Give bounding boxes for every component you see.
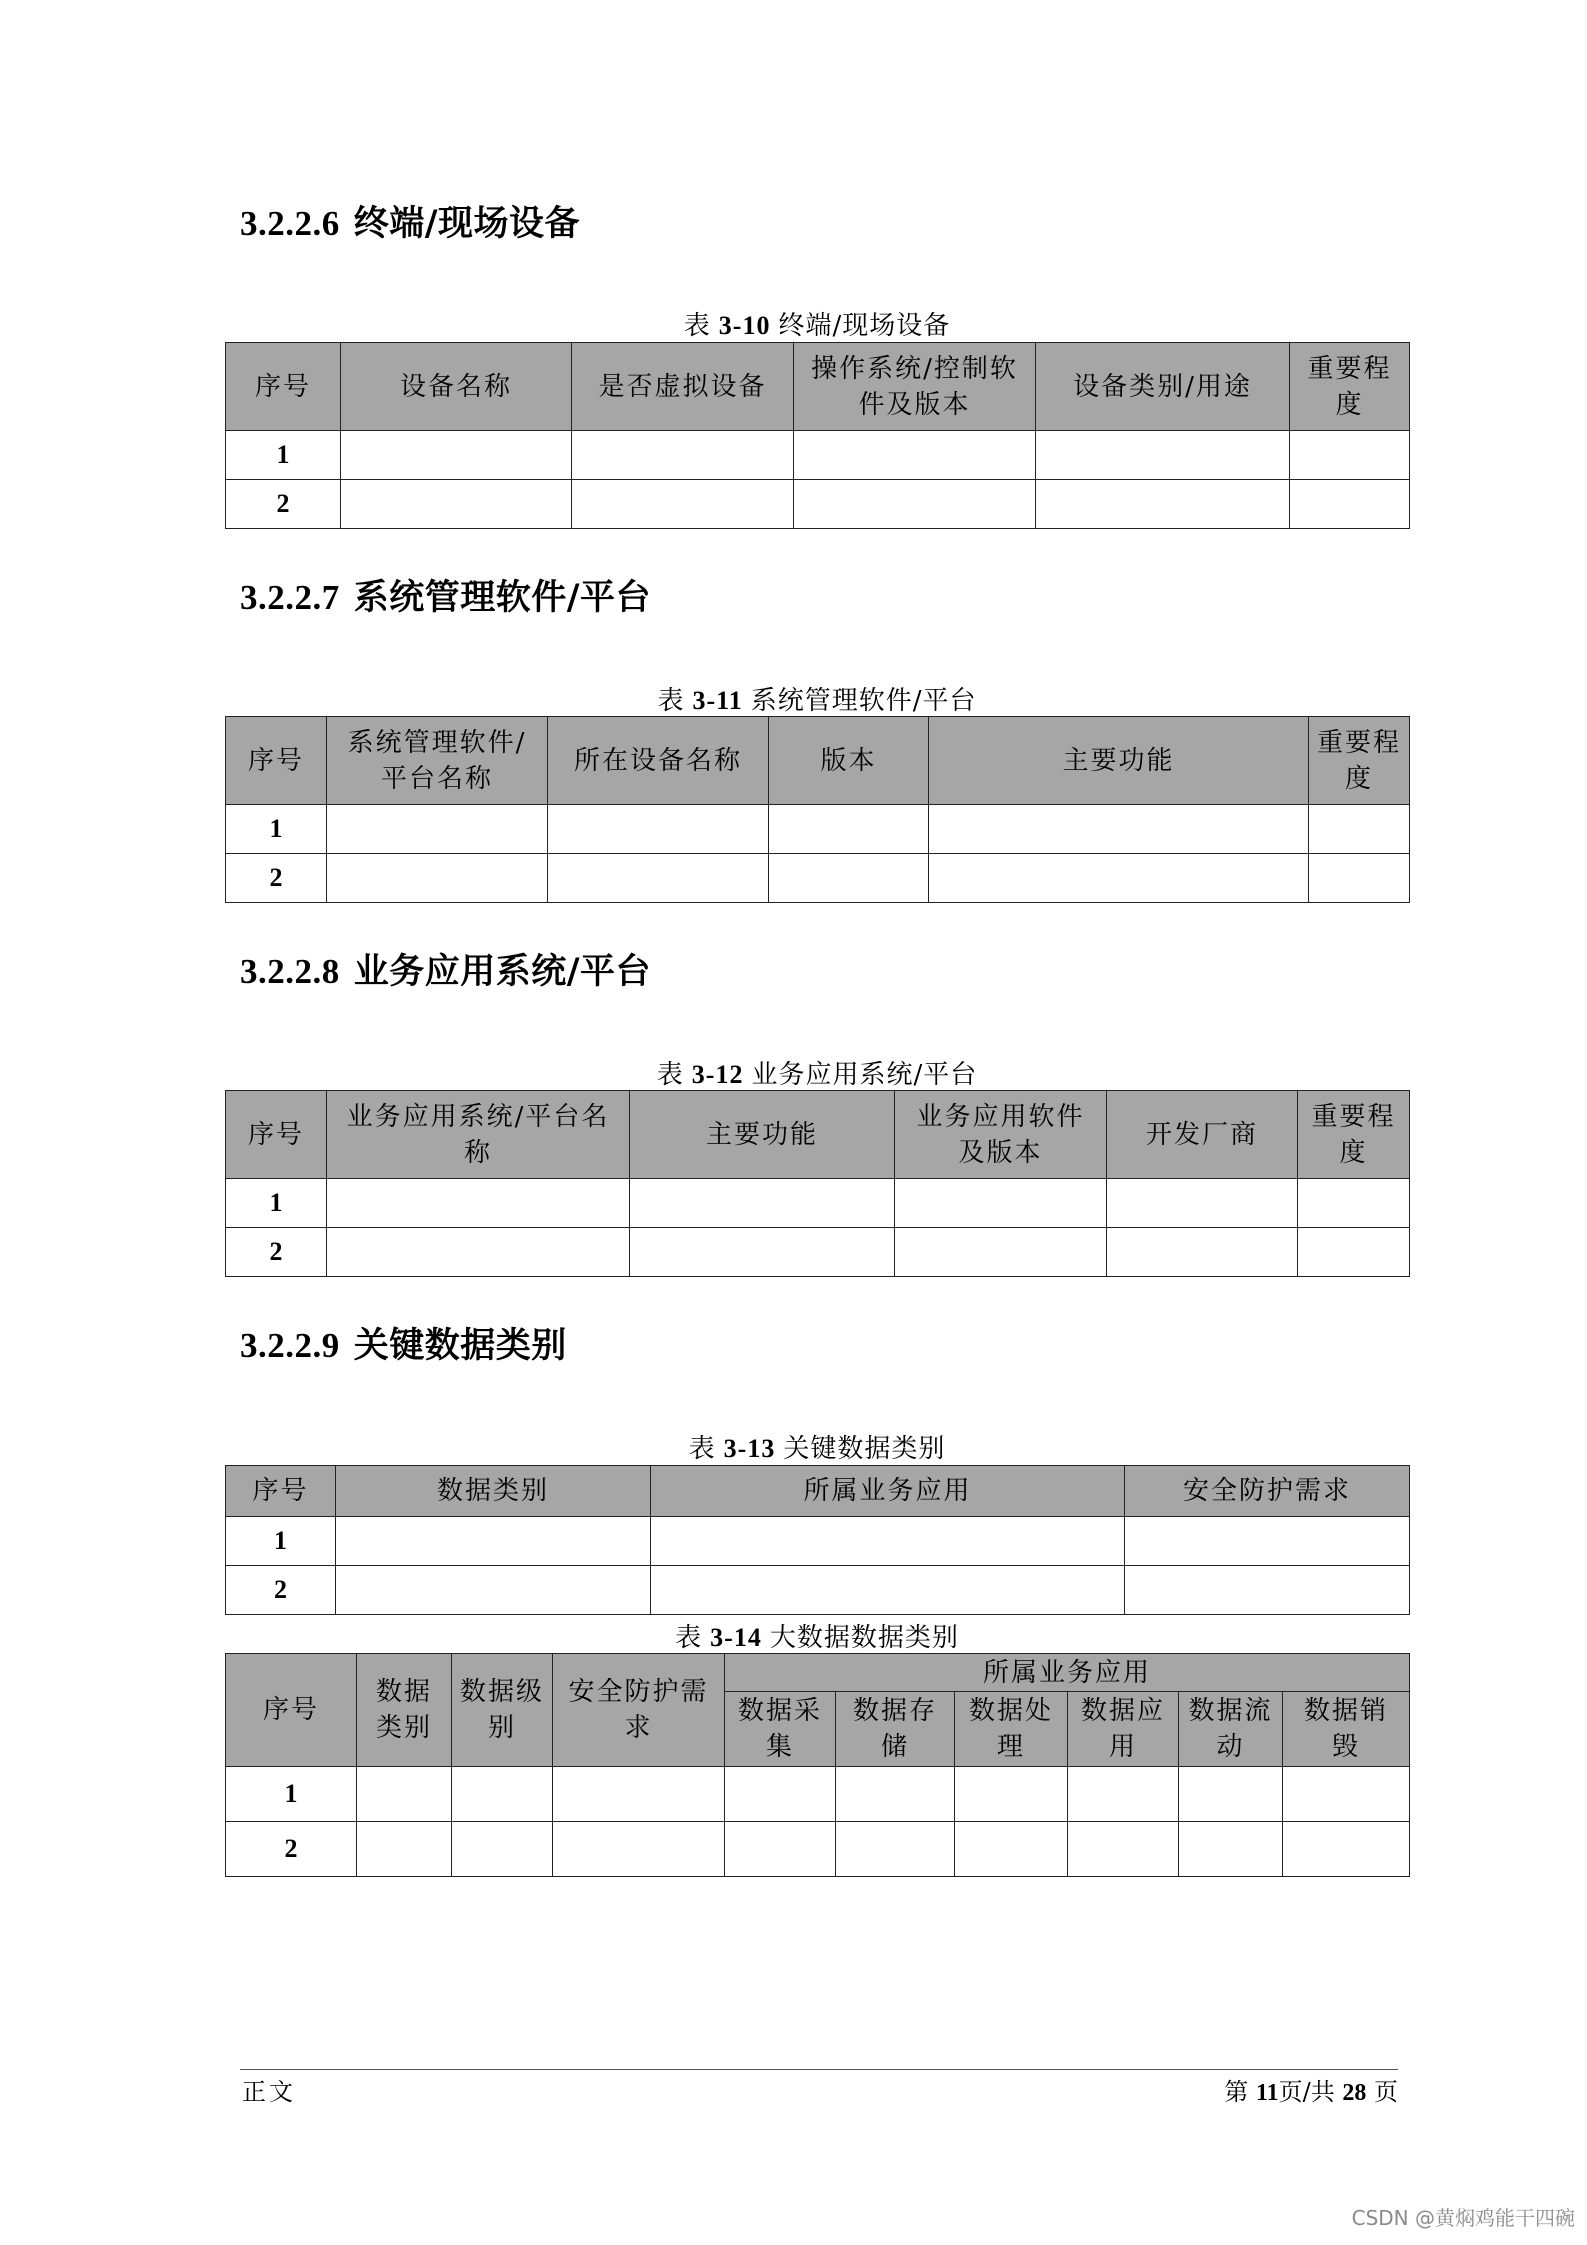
table-cell — [572, 480, 794, 529]
header-cell: 数据流动 — [1179, 1692, 1283, 1767]
table-cell — [955, 1767, 1068, 1822]
table-cell — [341, 431, 572, 480]
header-cell: 数据处理 — [955, 1692, 1068, 1767]
header-cell: 主要功能 — [929, 717, 1309, 805]
header-cell: 序号 — [226, 1466, 336, 1517]
table-cell — [572, 431, 794, 480]
footer-divider — [240, 2069, 1398, 2070]
page-number: 第 11页/共 28 页 — [1224, 2078, 1398, 2106]
section-number: 3.2.2.7 — [240, 578, 340, 617]
header-cell: 业务应用系统/平台名称 — [327, 1091, 630, 1179]
current-page: 11 — [1255, 2080, 1279, 2106]
header-cell: 数据采集 — [725, 1692, 836, 1767]
header-cell: 序号 — [226, 1091, 327, 1179]
table-3-11 — [225, 716, 1410, 903]
table-caption: 表 3-13 关键数据类别 — [688, 1434, 946, 1464]
table-cell — [1179, 1822, 1283, 1877]
table-cell — [1125, 1517, 1410, 1566]
header-cell: 开发厂商 — [1107, 1091, 1298, 1179]
table-cell — [769, 805, 929, 854]
header-cell: 序号 — [226, 343, 341, 431]
table-cell — [336, 1517, 651, 1566]
section-title: 系统管理软件/平台 — [353, 578, 652, 618]
total-pages: 28 — [1342, 2080, 1367, 2106]
table-cell — [1309, 854, 1410, 903]
header-cell: 数据级别 — [452, 1654, 553, 1767]
table-cell — [836, 1822, 955, 1877]
section-heading — [240, 570, 651, 620]
table-row — [226, 1822, 1410, 1877]
table-caption: 表 3-12 业务应用系统/平台 — [656, 1060, 978, 1090]
header-cell: 主要功能 — [630, 1091, 895, 1179]
header-cell: 是否虚拟设备 — [572, 343, 794, 431]
header-cell: 数据存储 — [836, 1692, 955, 1767]
row-index: 2 — [226, 1228, 327, 1277]
table-caption: 表 3-14 大数据数据类别 — [675, 1623, 959, 1653]
table-cell — [553, 1822, 725, 1877]
row-index: 1 — [226, 1767, 357, 1822]
table-cell — [1068, 1822, 1179, 1877]
table-row — [226, 1566, 1410, 1615]
header-cell: 重要程度 — [1298, 1091, 1410, 1179]
table-row — [226, 1228, 1410, 1277]
table-cell — [327, 1179, 630, 1228]
table-cell — [794, 480, 1036, 529]
table-3-13 — [225, 1465, 1410, 1615]
header-cell: 数据应用 — [1068, 1692, 1179, 1767]
table-cell — [553, 1767, 725, 1822]
table-cell — [452, 1822, 553, 1877]
table-cell — [630, 1179, 895, 1228]
row-index: 1 — [226, 805, 327, 854]
table-cell — [1283, 1767, 1410, 1822]
table-row — [226, 1767, 1410, 1822]
header-cell: 重要程度 — [1290, 343, 1410, 431]
watermark: CSDN @黄焖鸡能干四碗 — [1351, 2206, 1575, 2230]
section-title: 关键数据类别 — [353, 1326, 567, 1366]
table-row — [226, 805, 1410, 854]
header-group-cell: 所属业务应用 — [725, 1654, 1410, 1692]
table-cell — [836, 1767, 955, 1822]
table-cell — [1179, 1767, 1283, 1822]
table-cell — [1107, 1228, 1298, 1277]
table-cell — [769, 854, 929, 903]
header-cell: 数据销毁 — [1283, 1692, 1410, 1767]
row-index: 1 — [226, 1179, 327, 1228]
table-cell — [357, 1822, 452, 1877]
section-title: 终端/现场设备 — [353, 204, 581, 244]
header-cell: 序号 — [226, 1654, 357, 1767]
row-index: 2 — [226, 854, 327, 903]
table-cell — [548, 805, 769, 854]
table-cell — [1290, 480, 1410, 529]
table-cell — [1036, 431, 1290, 480]
table-cell — [1107, 1179, 1298, 1228]
table-3-14 — [225, 1653, 1410, 1877]
table-cell — [357, 1767, 452, 1822]
table-row — [226, 1517, 1410, 1566]
table-cell — [548, 854, 769, 903]
table-row — [226, 854, 1410, 903]
table-cell — [895, 1179, 1107, 1228]
table-cell — [341, 480, 572, 529]
section-number: 3.2.2.9 — [240, 1326, 340, 1365]
row-index: 2 — [226, 480, 341, 529]
header-cell: 操作系统/控制软件及版本 — [794, 343, 1036, 431]
table-cell — [336, 1566, 651, 1615]
table-cell — [1036, 480, 1290, 529]
section-heading — [240, 944, 651, 994]
table-cell — [1125, 1566, 1410, 1615]
row-index: 2 — [226, 1566, 336, 1615]
table-cell — [630, 1228, 895, 1277]
header-cell: 重要程度 — [1309, 717, 1410, 805]
table-cell — [794, 431, 1036, 480]
header-cell: 序号 — [226, 717, 327, 805]
table-3-12 — [225, 1090, 1410, 1277]
footer-section-label: 正文 — [242, 2078, 296, 2106]
section-title: 业务应用系统/平台 — [353, 952, 652, 992]
table-cell — [929, 805, 1309, 854]
header-cell: 版本 — [769, 717, 929, 805]
table-cell — [1283, 1822, 1410, 1877]
table-cell — [1298, 1228, 1410, 1277]
header-cell: 设备名称 — [341, 343, 572, 431]
table-cell — [327, 854, 548, 903]
header-cell: 系统管理软件/平台名称 — [327, 717, 548, 805]
table-3-10 — [225, 342, 1410, 529]
table-row — [226, 1179, 1410, 1228]
header-cell: 安全防护需求 — [1125, 1466, 1410, 1517]
table-cell — [1068, 1767, 1179, 1822]
table-cell — [725, 1822, 836, 1877]
table-row — [226, 480, 1410, 529]
header-cell: 数据类别 — [336, 1466, 651, 1517]
table-cell — [1309, 805, 1410, 854]
table-cell — [1298, 1179, 1410, 1228]
table-caption: 表 3-10 终端/现场设备 — [683, 311, 951, 341]
header-cell: 数据类别 — [357, 1654, 452, 1767]
table-cell — [651, 1566, 1125, 1615]
section-number: 3.2.2.6 — [240, 204, 340, 243]
table-cell — [895, 1228, 1107, 1277]
table-cell — [327, 1228, 630, 1277]
table-cell — [651, 1517, 1125, 1566]
table-cell — [725, 1767, 836, 1822]
table-cell — [955, 1822, 1068, 1877]
header-cell: 设备类别/用途 — [1036, 343, 1290, 431]
header-cell: 安全防护需求 — [553, 1654, 725, 1767]
row-index: 1 — [226, 431, 341, 480]
table-cell — [327, 805, 548, 854]
row-index: 2 — [226, 1822, 357, 1877]
header-cell: 所属业务应用 — [651, 1466, 1125, 1517]
section-number: 3.2.2.8 — [240, 952, 340, 991]
table-cell — [929, 854, 1309, 903]
table-cell — [452, 1767, 553, 1822]
table-caption: 表 3-11 系统管理软件/平台 — [657, 686, 977, 716]
header-cell: 业务应用软件及版本 — [895, 1091, 1107, 1179]
section-heading — [240, 1318, 567, 1368]
table-row — [226, 431, 1410, 480]
row-index: 1 — [226, 1517, 336, 1566]
section-heading — [240, 196, 580, 246]
header-cell: 所在设备名称 — [548, 717, 769, 805]
table-cell — [1290, 431, 1410, 480]
